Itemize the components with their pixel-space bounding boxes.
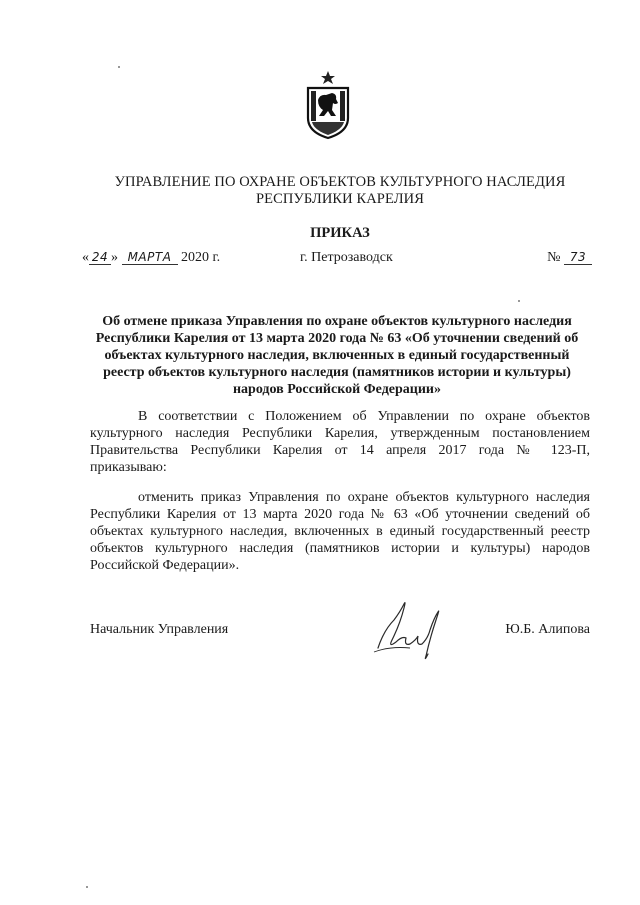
paragraph-line: приказываю:	[90, 460, 167, 475]
scan-speck	[86, 886, 88, 888]
date-year: 2020 г.	[181, 250, 221, 265]
coat-of-arms-icon	[302, 70, 354, 140]
document-meta-row	[82, 250, 592, 270]
scan-speck	[118, 66, 120, 68]
heading-line: Об отмене приказа Управления по охране объектов культурного наследия	[102, 314, 572, 329]
document-type-title: ПРИКАЗ	[310, 225, 370, 241]
preamble-paragraph	[90, 408, 590, 476]
document-city: г. Петрозаводск	[300, 250, 393, 265]
heading-line: реестр объектов культурного наследия (памятников истории и культуры)	[103, 365, 571, 380]
date-day-handwritten: 24	[89, 250, 111, 265]
paragraph-line: объектах культурного наследия, включенных в единый государственный реестр	[90, 524, 590, 539]
organization-name-line-1: УПРАВЛЕНИЕ ПО ОХРАНЕ ОБЪЕКТОВ КУЛЬТУРНОГО НАСЛЕДИЯ	[114, 174, 566, 190]
order-paragraph	[90, 489, 590, 574]
order-heading	[82, 313, 592, 398]
document-date	[82, 250, 220, 266]
number-sign: №	[547, 250, 561, 265]
handwritten-signature-mark	[370, 590, 460, 665]
signatory-name: Ю.Б. Алипова	[505, 622, 590, 637]
number-handwritten: 73	[564, 250, 592, 265]
date-quote-open: «	[82, 250, 89, 265]
organization-name-line-2: РЕСПУБЛИКИ КАРЕЛИЯ	[255, 191, 425, 207]
paragraph-line: Правительства Республики Карелия от 14 апреля 2017 года № 123-П,	[90, 443, 590, 458]
heading-line: Республики Карелия от 13 марта 2020 года № 63 «Об уточнении сведений об	[95, 331, 579, 346]
paragraph-line: В соответствии с Положением об Управлении по охране объектов	[138, 409, 590, 424]
heading-line: народов Российской Федерации»	[232, 382, 441, 397]
heading-line: объектах культурного наследия, включенных в единый государственный	[104, 348, 570, 363]
paragraph-line: Российской Федерации».	[90, 558, 240, 573]
paragraph-line: Республики Карелия от 13 марта 2020 года № 63 «Об уточнении сведений об	[90, 507, 590, 522]
paragraph-line: отменить приказ Управления по охране объектов культурного наследия	[138, 490, 590, 505]
scan-speck	[518, 300, 520, 302]
paragraph-line: объектов культурного наследия (памятников истории и культуры) народов	[90, 541, 590, 556]
document-number	[547, 250, 592, 266]
paragraph-line: культурного наследия Республики Карелия, утвержденным постановлением	[90, 426, 590, 441]
date-month-handwritten: МАРТА	[122, 250, 178, 265]
date-quote-close: »	[111, 250, 118, 265]
signatory-position: Начальник Управления	[90, 622, 229, 637]
